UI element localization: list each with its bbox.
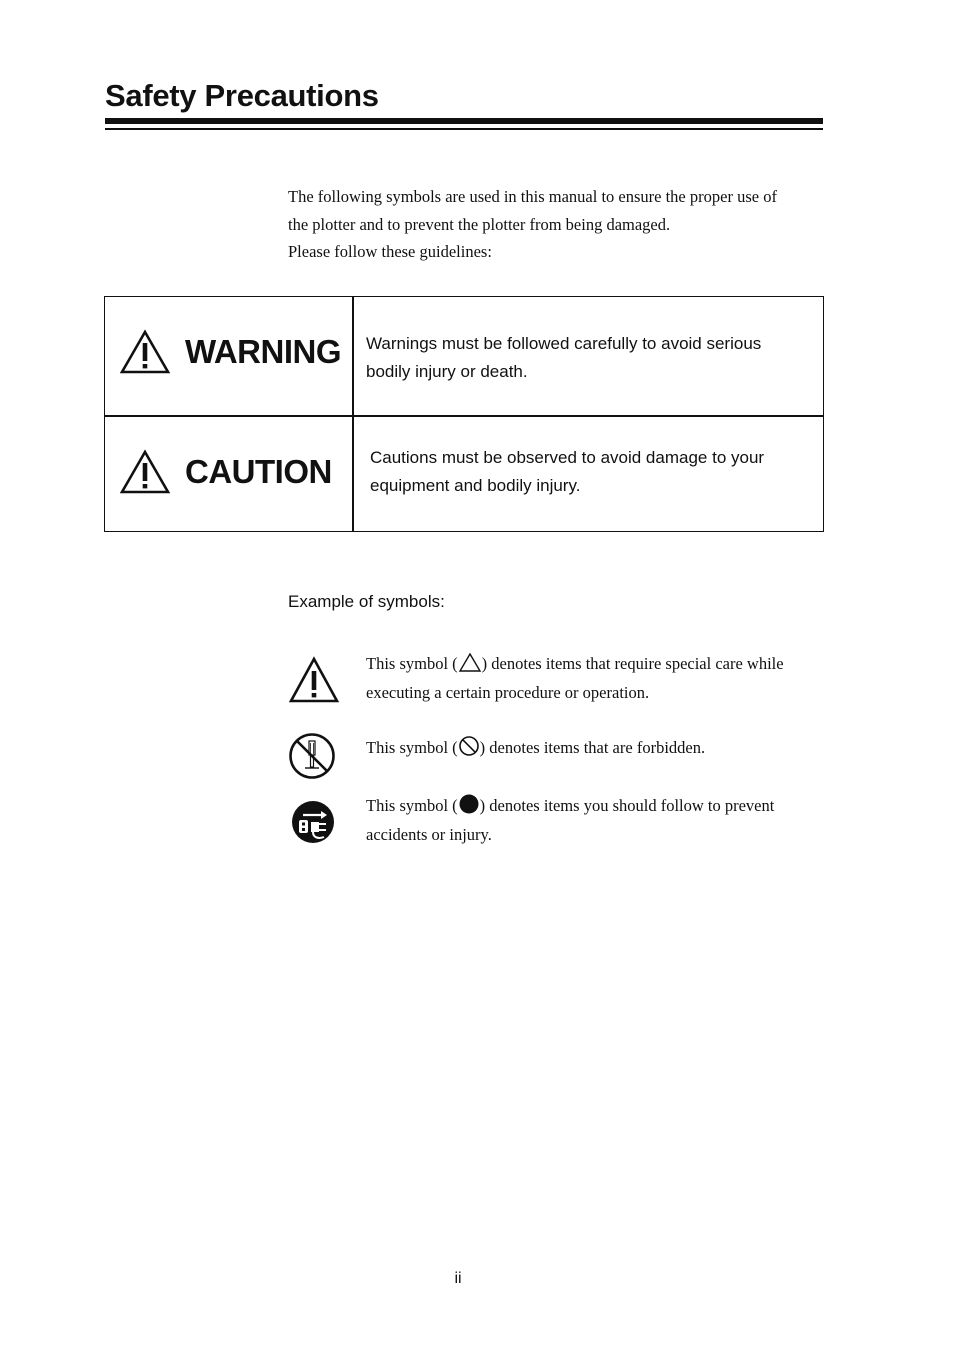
example-text-mandatory: [366, 791, 828, 849]
page-title: Safety Precautions: [105, 78, 379, 113]
example-text-post: ) denotes items that are forbidden.: [479, 738, 706, 757]
intro-line: the plotter and to prevent the plotter from being damaged.: [288, 214, 671, 234]
example-line: [366, 733, 828, 762]
example-line: [366, 649, 828, 678]
caution-description: [370, 444, 764, 500]
caution-label: CAUTION: [185, 453, 332, 490]
caution-triangle-icon: [288, 656, 340, 704]
example-text-pre: This symbol (: [366, 738, 458, 757]
example-text-pre: This symbol (: [366, 654, 458, 673]
intro-paragraph: [288, 183, 833, 266]
example-line: [366, 791, 828, 820]
example-text-pre: This symbol (: [366, 796, 458, 815]
warning-signal: [119, 329, 341, 375]
inline-filled-circle-icon: [458, 793, 480, 815]
intro-line: The following symbols are used in this manual to ensure the proper use of: [288, 187, 777, 206]
caution-signal: [119, 449, 332, 495]
page-number: ii: [454, 1270, 462, 1287]
example-text-post: ) denotes items you should follow to prevent: [479, 796, 775, 815]
intro-line: Please follow these guidelines:: [288, 242, 492, 261]
warning-label: WARNING: [185, 333, 341, 370]
example-line: accidents or injury.: [366, 825, 492, 844]
warning-triangle-icon: [119, 329, 171, 375]
inline-prohibited-icon: [458, 735, 480, 757]
example-heading: Example of symbols:: [288, 592, 445, 611]
warning-description: [366, 330, 761, 386]
table-divider-vertical: [352, 297, 354, 531]
warning-description-line: bodily injury or death.: [366, 362, 528, 381]
example-text-prohibited: [366, 733, 828, 762]
example-line: executing a certain procedure or operation.: [366, 683, 650, 702]
example-text-caution: [366, 649, 828, 707]
inline-triangle-icon: [458, 652, 482, 673]
example-text-post: ) denotes items that require special care while: [481, 654, 784, 673]
title-rule-thin: [105, 128, 823, 130]
caution-description-line: equipment and bodily injury.: [370, 476, 581, 495]
warning-description-line: Warnings must be followed carefully to avoid serious: [366, 334, 762, 353]
signal-word-table: [104, 296, 824, 532]
table-divider-horizontal: [105, 415, 823, 417]
unplug-mandatory-icon: [291, 800, 335, 844]
caution-triangle-icon: [119, 449, 171, 495]
prohibited-icon: [288, 732, 336, 780]
title-rule-thick: [105, 118, 823, 124]
caution-description-line: Cautions must be observed to avoid damage to your: [370, 448, 765, 467]
